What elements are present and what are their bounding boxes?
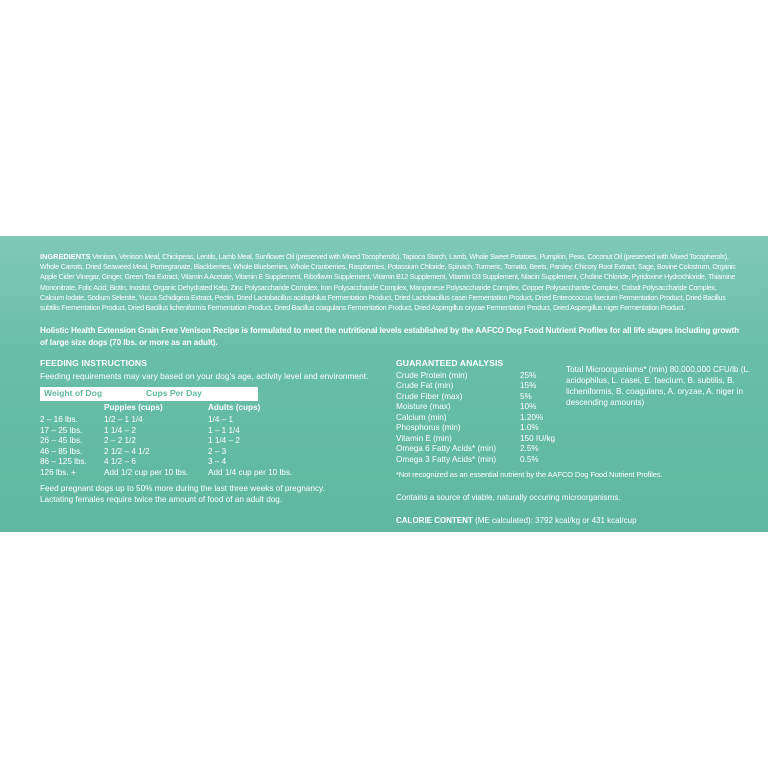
nutrient-value: 1.0%: [520, 423, 539, 433]
puppies-cell: 2 1/2 – 4 1/2: [104, 446, 150, 456]
weight-cell: 46 – 85 lbs.: [40, 446, 83, 456]
pregnant-note: Feed pregnant dogs up to 50% more during the last three weeks of pregnancy. Lactating females require twice the amount of food of an adult dog.: [40, 484, 325, 504]
analysis-table: [396, 370, 560, 465]
weight-cell: 2 – 16 lbs.: [40, 415, 78, 424]
nutrient-name: Phosphorus (min): [396, 423, 461, 433]
weight-cell: 26 – 45 lbs.: [40, 436, 83, 445]
adults-cell: Add 1/4 cup per 10 lbs.: [208, 467, 293, 477]
aafco-statement: Holistic Health Extension Grain Free Venison Recipe is formulated to meet the nutritional levels established by the AAFCO Dog Food Nutrient Profiles for all life stages including growth of large size dogs (70 lbs. or more as an adult).: [40, 326, 740, 347]
nutrient-name: Vitamin E (min): [396, 433, 452, 443]
puppies-col: Puppies (cups): [104, 403, 163, 412]
adults-cell: 3 – 4: [208, 457, 227, 466]
table-row: [40, 447, 328, 458]
ingredients-text: Venison, Venison Meal, Chickpeas, Lentils, Lamb Meal, Sunflower Oil (preserved with Mixed Tocopherols), Tapioca Starch, Lamb, Whole Sweet Potatoes, Pumpkin, Peas, Coconut Oil (preserved with Mixed Tocopherols), Whole Carrots, Dried Seaweed Meal, Pomegranate, Blackberries, Whole Blueberries, Whole Cranberries, Raspberries, Potassium Chloride, Spinach, Turmeric, Tomato, Beets, Parsley, Chicory Root Extract, Sage, Bovine Colostrum, Organic Apple Cider Vinegar, Ginger, Green Tea Extract, Vitamin A Acetate, Vitamin E Supplement, Riboflavin Supplement, Vitamin B12 Supplement, Vitamin D3 Supplement, Niacin Supplement, Choline Chloride, Pyridoxine Hydrochloride, Thiamine Mononitrate, Folic Acid, Biotin, Inositol, Organic Dehydrated Kelp, Zinc Polysaccharide Complex, Iron Polysaccharide Complex, Manganese Polysaccharide Complex, Copper Polysaccharide Complex, Cobalt Polysaccharide Complex, Calcium Iodate, Sodium Selenite, Yucca Schidigera Extract, Pectin, Dried Lactobacillus acidophilus Fermentation Product, Dried Lactobacillus casei Fermentation Product, Dried Enterococcus faecium Fermentation Product, Dried Bacillus subtilis Fermentation Product, Dried Bacillus licheniformis Fermentation Product, Dried Bacillus coagulans Fermentation Product, Dried Aspergillus oryzae Fermentation Product, Dried Aspergillus niger Fermentation Product.: [40, 253, 736, 313]
nutrient-name: Omega 6 Fatty Acids* (min): [396, 444, 497, 454]
label-panel: [0, 236, 768, 532]
table-row: [40, 468, 328, 479]
table-row: [40, 457, 328, 468]
table-row: [396, 391, 560, 402]
table-row: [40, 436, 328, 447]
weight-cell: 126 lbs. +: [40, 467, 76, 477]
nutrient-name: Calcium (min): [396, 412, 447, 422]
nutrient-value: 5%: [520, 391, 532, 401]
nutrient-name: Crude Protein (min): [396, 370, 468, 380]
nutrient-value: 150 IU/kg: [520, 433, 556, 443]
nutrient-value: 2.5%: [520, 444, 539, 454]
nutrient-value: 15%: [520, 381, 537, 391]
ingredients-label: INGREDIENTS: [40, 252, 91, 261]
nutrient-value: 25%: [520, 370, 537, 380]
adults-col: Adults (cups): [208, 403, 261, 412]
feeding-note: Feeding requirements may vary based on your dog's age, activity level and environment.: [40, 371, 369, 381]
calorie-content: [396, 516, 637, 525]
puppies-cell: Add 1/2 cup per 10 lbs.: [104, 467, 189, 477]
microorganisms-note: Total Microorganisms* (min) 80,000,000 CFU/lb (L. acidophilus, L. casei, E. faecium, B. subtilis, B. licheniformis, B. coagulans, A. oryzae, A. niger in descending amounts): [566, 365, 751, 407]
puppies-cell: 1/2 – 1 1/4: [104, 415, 143, 424]
table-row: [396, 402, 560, 413]
nutrient-name: Omega 3 Fatty Acids* (min): [396, 454, 497, 464]
feeding-title: FEEDING INSTRUCTIONS: [40, 358, 148, 368]
calorie-value: (ME calculated): 3792 kcal/kg or 431 kcal/cup: [472, 516, 637, 525]
table-row: [396, 412, 560, 423]
nutrient-value: 10%: [520, 402, 537, 412]
adults-cell: 2 – 3: [208, 446, 227, 456]
table-row: [396, 433, 560, 444]
table-row: [396, 370, 560, 381]
nutrient-name: Moisture (max): [396, 402, 451, 412]
weight-header: Weight of Dog: [44, 388, 103, 398]
weight-col: [40, 403, 104, 415]
nutrient-name: Crude Fat (min): [396, 381, 454, 391]
feeding-table-header: [40, 387, 258, 401]
calorie-label: CALORIE CONTENT: [396, 516, 473, 525]
analysis-title: GUARANTEED ANALYSIS: [396, 358, 504, 368]
table-row: [40, 415, 328, 426]
nutrient-name: Crude Fiber (max): [396, 391, 463, 401]
adults-cell: 1 – 1 1/4: [208, 425, 240, 435]
table-row: [396, 454, 560, 465]
feeding-section: [40, 358, 380, 478]
feeding-subheader-row: [40, 403, 328, 415]
weight-cell: 17 – 25 lbs.: [40, 425, 83, 435]
table-row: [396, 381, 560, 392]
nutrient-value: 0.5%: [520, 454, 539, 464]
weight-cell: 86 – 125 lbs.: [40, 457, 87, 466]
adults-cell: 1 1/4 – 2: [208, 436, 240, 445]
ingredients-block: [40, 252, 740, 313]
puppies-cell: 2 – 2 1/2: [104, 436, 136, 445]
cups-header: Cups Per Day: [146, 388, 202, 398]
adults-cell: 1/4 – 1: [208, 415, 234, 424]
puppies-cell: 4 1/2 – 6: [104, 457, 136, 466]
nutrient-value: 1.20%: [520, 412, 544, 422]
puppies-cell: 1 1/4 – 2: [104, 425, 136, 435]
table-row: [396, 444, 560, 455]
feeding-table: [40, 403, 328, 478]
aafco-footnote: *Not recognized as an essential nutrient by the AAFCO Dog Food Nutrient Profiles.: [396, 470, 663, 479]
viable-note: Contains a source of viable, naturally occuring microorganisms.: [396, 493, 621, 502]
table-row: [40, 426, 328, 437]
table-row: [396, 423, 560, 434]
